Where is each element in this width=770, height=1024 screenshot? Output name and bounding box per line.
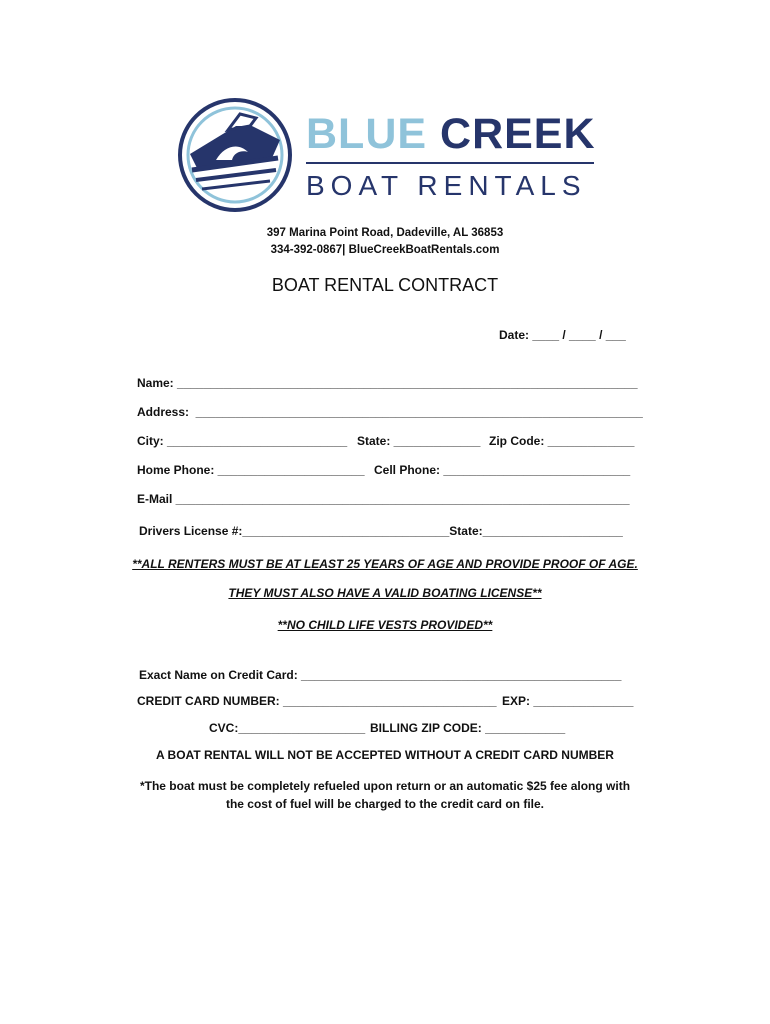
expiration-field[interactable]: EXP: _______________: [502, 694, 634, 708]
zip-code-field[interactable]: Zip Code: _____________: [489, 434, 635, 448]
contact-line: 334-392-0867| BlueCreekBoatRentals.com: [270, 244, 500, 256]
license-notice: THEY MUST ALSO HAVE A VALID BOATING LICENSE**: [228, 586, 542, 600]
state-field[interactable]: State: _____________: [357, 434, 481, 448]
credit-card-number-field[interactable]: CREDIT CARD NUMBER: ________________________________: [137, 694, 497, 708]
brand-word-blue: BLUE: [306, 110, 428, 158]
credit-card-required-notice: A BOAT RENTAL WILL NOT BE ACCEPTED WITHOUT A CREDIT CARD NUMBER: [156, 748, 614, 762]
cvc-field[interactable]: CVC:___________________: [209, 721, 366, 735]
date-field[interactable]: Date: ____ / ____ / ___: [499, 328, 626, 342]
home-phone-field[interactable]: Home Phone: ______________________: [137, 463, 365, 477]
address-field[interactable]: Address: ___________________________________________________________________: [137, 405, 643, 419]
cell-phone-field[interactable]: Cell Phone: ____________________________: [374, 463, 631, 477]
name-field[interactable]: Name: _____________________________________________________________________: [137, 376, 638, 390]
brand-subtitle: BOAT RENTALS: [306, 170, 587, 201]
city-field[interactable]: City: ___________________________: [137, 434, 348, 448]
address-line: 397 Marina Point Road, Dadeville, AL 36853: [266, 227, 504, 239]
brand-title: [306, 110, 596, 159]
billing-zip-field[interactable]: BILLING ZIP CODE: ____________: [370, 721, 566, 735]
page-title: BOAT RENTAL CONTRACT: [271, 275, 499, 295]
boat-circle-logo-icon: [176, 96, 294, 214]
refuel-policy-line-2: the cost of fuel will be charged to the credit card on file.: [225, 797, 545, 811]
brand-divider: [306, 162, 594, 164]
email-field[interactable]: E-Mail ____________________________________________________________________: [137, 492, 630, 506]
age-notice: **ALL RENTERS MUST BE AT LEAST 25 YEARS OF AGE AND PROVIDE PROOF OF AGE.: [132, 557, 638, 571]
refuel-policy-line-1: *The boat must be completely refueled upon return or an automatic $25 fee along with: [139, 779, 631, 793]
drivers-license-field[interactable]: Drivers License #:_______________________________State:_____________________: [139, 524, 623, 538]
credit-card-name-field[interactable]: Exact Name on Credit Card: ________________________________________________: [139, 668, 622, 682]
brand-word-creek: CREEK: [440, 110, 596, 158]
life-vest-notice: **NO CHILD LIFE VESTS PROVIDED**: [277, 618, 493, 632]
